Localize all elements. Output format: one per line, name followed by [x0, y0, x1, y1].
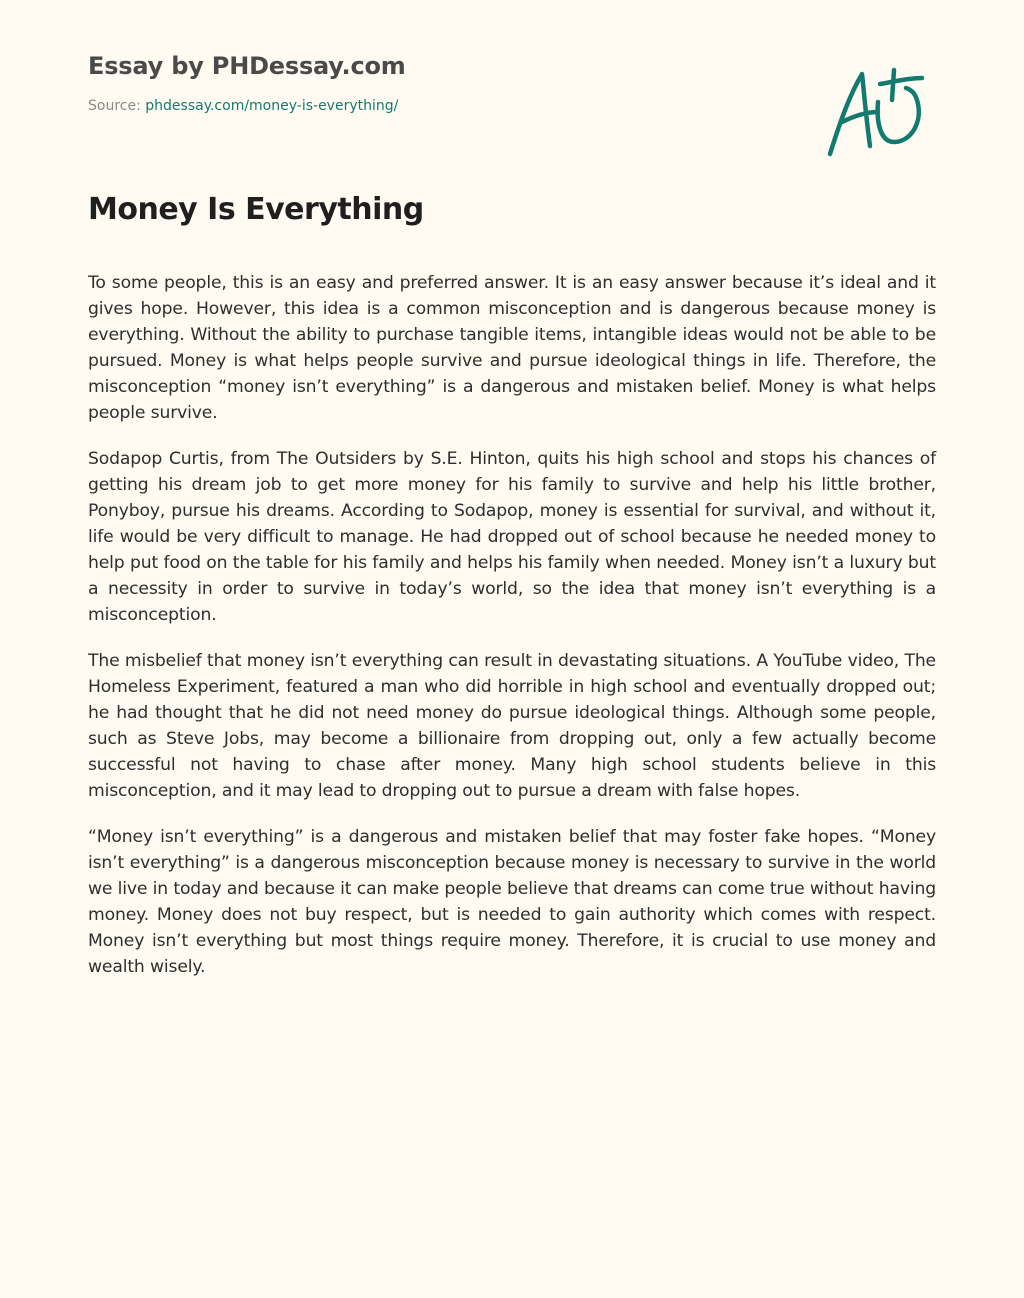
essay-paragraph: To some people, this is an easy and preferred answer. It is an easy answer because it’s ideal and it gives hope. However, this idea is a common misconception and is dangerous because money is everything. Without the ability to purchase tangible items, intangible ideas would not be able to be pursued. Money is what helps people survive and pursue ideological things in life. Therefore, the misconception “money isn’t everything” is a dangerous and mistaken belief. Money is what helps people survive.	[88, 273, 936, 423]
source-label: Source:	[88, 98, 141, 114]
a-plus-icon	[818, 62, 930, 162]
essay-body	[88, 270, 936, 1000]
source-line	[88, 96, 688, 116]
essay-paragraph: Sodapop Curtis, from The Outsiders by S.E. Hinton, quits his high school and stops his chances of getting his dream job to get more money for his family to survive and help his little brother, Ponyboy, pursue his dreams. According to Sodapop, money is essential for survival, and without it, life would be very difficult to manage. He had dropped out of school because he needed money to help put food on the table for his family and helps his family when needed. Money isn’t a luxury but a necessity in order to survive in today’s world, so the idea that money isn’t everything is a misconception.	[88, 449, 936, 625]
source-link[interactable]: phdessay.com/money-is-everything/	[145, 98, 399, 114]
site-brand: Essay by PHDessay.com	[88, 52, 406, 80]
essay-paragraph: “Money isn’t everything” is a dangerous and mistaken belief that may foster fake hopes. “Money isn’t everything” is a dangerous misconception because money is necessary to survive in the world we live in today and because it can make people believe that dreams can come true without having money. Money does not buy respect, but is needed to gain authority which comes with respect. Money isn’t everything but most things require money. Therefore, it is crucial to use money and wealth wisely.	[88, 827, 936, 977]
essay-paragraph: The misbelief that money isn’t everything can result in devastating situations. A YouTube video, The Homeless Experiment, featured a man who did horrible in high school and eventually dropped out; he had thought that he did not need money do pursue ideological things. Although some people, such as Steve Jobs, may become a billionaire from dropping out, only a few actually become successful not having to chase after money. Many high school students believe in this misconception, and it may lead to dropping out to pursue a dream with false hopes.	[88, 651, 936, 801]
page-header	[88, 50, 688, 116]
essay-title: Money Is Everything	[88, 192, 424, 227]
